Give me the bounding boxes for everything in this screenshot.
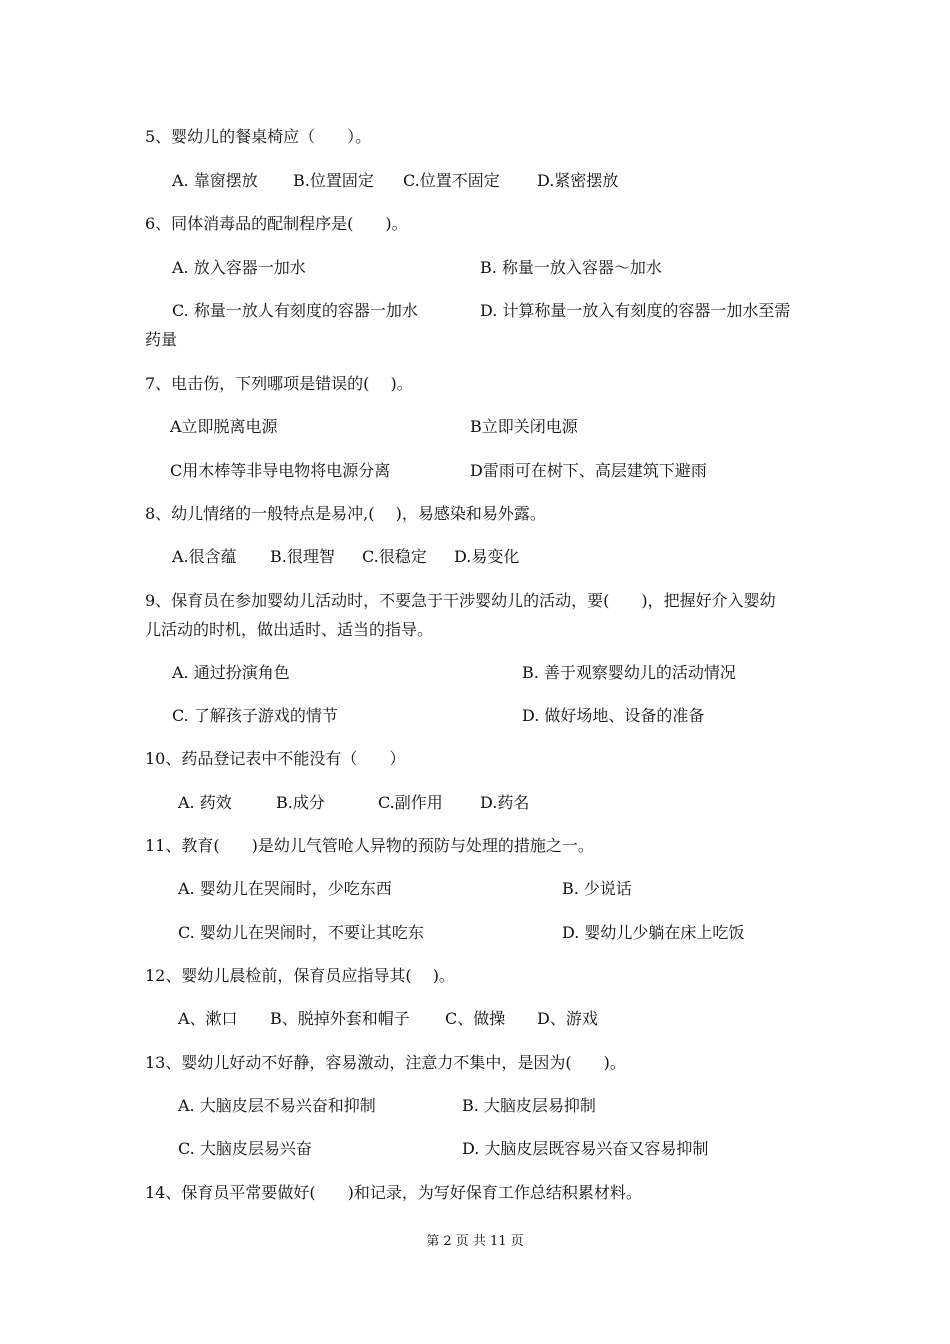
question-10-option-c: C.副作用 <box>378 793 443 812</box>
question-12-option-a: A、漱口 <box>178 1009 238 1028</box>
question-13-option-a: A. 大脑皮层不易兴奋和抑制 <box>178 1096 376 1115</box>
question-10-option-d: D.药名 <box>480 793 530 812</box>
question-14-stem: 14、保育员平常要做好( )和记录，为写好保育工作总结积累材料。 <box>145 1183 642 1202</box>
question-8-option-d: D.易变化 <box>454 547 520 566</box>
question-12-option-b: B、脱掉外套和帽子 <box>270 1009 410 1028</box>
question-9-stem: 9、保育员在参加婴幼儿活动时，不要急于干涉婴幼儿的活动，要( )，把握好介入婴幼 <box>145 591 776 610</box>
question-9-option-c: C. 了解孩子游戏的情节 <box>172 706 338 725</box>
page-number-footer: 第 2 页 共 11 页 <box>426 1234 524 1249</box>
question-13-option-d: D. 大脑皮层既容易兴奋又容易抑制 <box>462 1139 709 1158</box>
question-9-option-b: B. 善于观察婴幼儿的活动情况 <box>522 663 736 682</box>
question-8-option-a: A.很含蕴 <box>172 547 237 566</box>
question-5-option-a: A. 靠窗摆放 <box>172 171 258 190</box>
question-6-option-a: A. 放入容器一加水 <box>172 258 306 277</box>
question-11-option-b: B. 少说话 <box>562 879 632 898</box>
question-11-option-a: A. 婴幼儿在哭闹时，少吃东西 <box>178 879 392 898</box>
question-7-option-c: C用木棒等非导电物将电源分离 <box>170 461 391 480</box>
question-13-option-b: B. 大脑皮层易抑制 <box>462 1096 596 1115</box>
question-6-option-b: B. 称量一放入容器～加水 <box>480 258 662 277</box>
question-12-option-d: D、游戏 <box>537 1009 598 1028</box>
question-7-stem: 7、电击伤，下列哪项是错误的( )。 <box>145 374 413 393</box>
question-11-stem: 11、教育( )是幼儿气管呛人异物的预防与处理的措施之一。 <box>145 836 594 855</box>
question-9-option-a: A. 通过扮演角色 <box>172 663 290 682</box>
question-5-option-b: B.位置固定 <box>293 171 374 190</box>
question-12-stem: 12、婴幼儿晨检前，保育员应指导其( )。 <box>145 966 455 985</box>
question-13-option-c: C. 大脑皮层易兴奋 <box>178 1139 312 1158</box>
question-8-option-b: B.很理智 <box>270 547 335 566</box>
question-10-option-a: A. 药效 <box>178 793 232 812</box>
question-8-stem: 8、幼儿情绪的一般特点是易冲,( )，易感染和易外露。 <box>145 504 546 523</box>
question-10-option-b: B.成分 <box>276 793 325 812</box>
question-12-option-c: C、做操 <box>445 1009 506 1028</box>
question-11-option-d: D. 婴幼儿少躺在床上吃饭 <box>562 923 745 942</box>
question-8-option-c: C.很稳定 <box>362 547 427 566</box>
question-11-option-c: C. 婴幼儿在哭闹时，不要让其吃东 <box>178 923 424 942</box>
question-7-option-a: A立即脱离电源 <box>170 417 278 436</box>
question-5-stem: 5、婴幼儿的餐桌椅应（ ）。 <box>145 127 372 146</box>
question-9-stem-continuation: 儿活动的时机，做出适时、适当的指导。 <box>145 620 434 639</box>
question-6-option-d-continuation: 药量 <box>145 330 178 349</box>
question-7-option-b: B立即关闭电源 <box>470 417 578 436</box>
question-6-option-d: D. 计算称量一放入有刻度的容器一加水至需 <box>480 301 791 320</box>
question-7-option-d: D雷雨可在树下、高层建筑下避雨 <box>470 461 707 480</box>
question-6-stem: 6、同体消毒品的配制程序是( )。 <box>145 214 408 233</box>
question-13-stem: 13、婴幼儿好动不好静，容易激动，注意力不集中，是因为( )。 <box>145 1053 626 1072</box>
question-10-stem: 10、药品登记表中不能没有（ ） <box>145 749 406 768</box>
question-9-option-d: D. 做好场地、设备的准备 <box>522 706 705 725</box>
question-6-option-c: C. 称量一放人有刻度的容器一加水 <box>172 301 418 320</box>
question-5-option-c: C.位置不固定 <box>403 171 500 190</box>
question-5-option-d: D.紧密摆放 <box>537 171 619 190</box>
